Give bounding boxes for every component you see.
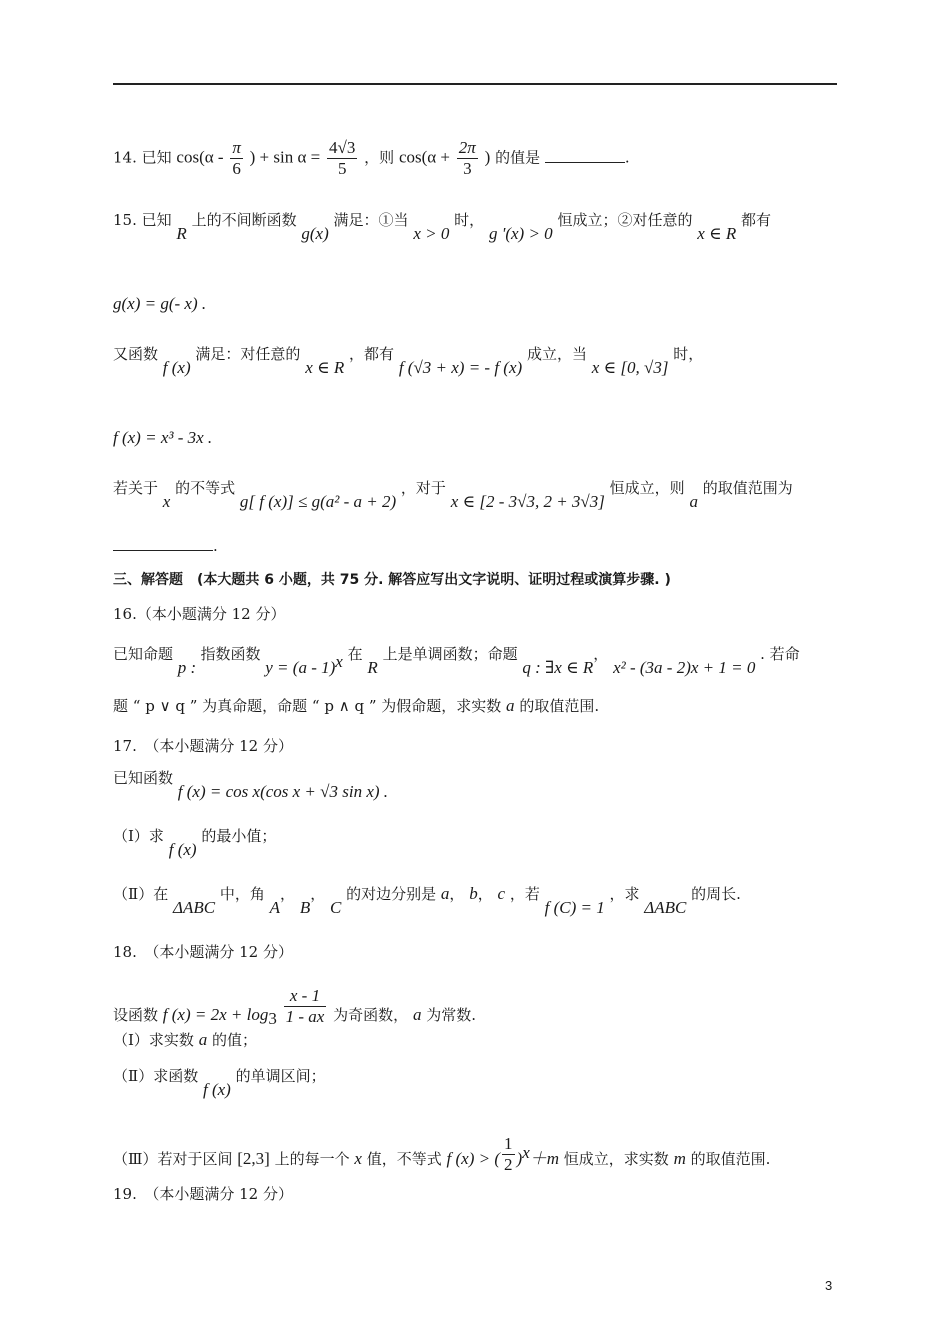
q14-label: 14. 已知 (113, 148, 172, 167)
q14-pi-frac: $\frac{\pi}{6}$ (232, 138, 241, 178)
question-17-part1: （Ⅰ）求 f (x) 的最小值； (113, 827, 277, 859)
question-15-line1: 15. 已知 R 上的不间断函数 g(x) 满足：①当 x > 0 时， g '(x) > 0 恒成立；②对任意的 x ∈ R 都有 (113, 211, 772, 243)
q18-log-frac: $\frac{x - 1}{1 - ax}$ (285, 986, 325, 1026)
question-15-line4: f (x) = x³ - 3x . (113, 428, 213, 447)
q18-half-frac: $\frac{1}{2}$ (504, 1134, 513, 1174)
question-15-line5: 若关于 x 的不等式 g[ f (x)] ≤ g(a² - a + 2) ，对于 x ∈ [2 - 3√3, 2 + 3√3] 恒成立，则 a 的取值范围为 (113, 479, 793, 511)
question-16-head: 16.（本小题满分 12 分） (113, 605, 286, 623)
question-19-head: 19. （本小题满分 12 分） (113, 1185, 293, 1203)
header-rule (113, 83, 837, 85)
question-17-head: 17. （本小题满分 12 分） (113, 737, 293, 755)
section-heading: 三、解答题 (本大题共 6 小题，共 75 分. 解答应写出文字说明、证明过程或演算步骤. ) (113, 572, 671, 588)
question-16-line1: 已知命题 p : 指数函数 y = (a - 1)$^x$ 在 R 上是单调函数；命题 q : ∃x ∈ R， x² - (3a - 2)x + 1 = 0 . 若命 (113, 645, 800, 677)
question-15-answer: . (113, 536, 218, 556)
answer-blank (545, 148, 625, 163)
q14-2pi-frac: $\frac{2\pi}{3}$ (458, 138, 476, 178)
q14-value-frac: $\frac{4√3}{5}$ (329, 138, 356, 178)
question-18-head: 18. （本小题满分 12 分） (113, 943, 293, 961)
question-17-part2: （Ⅱ）在 ΔABC 中，角 A， B， C 的对边分别是 a， b， c ，若 f (C) = 1 ，求 ΔABC 的周长. (113, 884, 741, 917)
question-16-line2: 题 “ p ∨ q ” 为真命题，命题 “ p ∧ q ” 为假命题，求实数 a 的取值范围. (113, 696, 600, 715)
question-18-part2: （Ⅱ）求函数 f (x) 的单调区间； (113, 1067, 326, 1099)
question-18-part3: （Ⅲ）若对于区间 [2,3] 上的每一个 x 值，不等式 f (x) > ( $\frac{1}{2}$ )$^x$＋m 恒成立，求实数 m 的取值范围. (113, 1134, 771, 1174)
question-18-line1: 设函数 f $(x) = 2x + \log_3$ $\frac{x - 1}{1 - ax}$ 为奇函数， a 为常数. (113, 986, 476, 1028)
question-17-line1: 已知函数 f (x) = cos x(cos x + √3 sin x) . (113, 769, 389, 801)
page-number: 3 (825, 1278, 833, 1293)
question-14: 14. 已知 cos(α - $\frac{\pi}{6}$ ) + sin α = $\frac{4√3}{5}$ ，则 cos(α + $\frac{2\pi}{3}$ ) 的值是 . (113, 138, 630, 178)
question-15-line2: g(x) = g(- x) . (113, 294, 207, 313)
q14-target-expr: cos(α + (398, 147, 451, 167)
question-18-part1: （Ⅰ）求实数 a 的值； (113, 1030, 258, 1049)
q14-expr: cos(α - (176, 147, 224, 167)
question-15-line3: 又函数 f (x) 满足：对任意的 x ∈ R ，都有 f (√3 + x) = - f (x) 成立，当 x ∈ [0, √3] 时， (113, 345, 704, 377)
answer-blank (113, 536, 213, 551)
q14-expr: ) + sin α = (249, 147, 321, 167)
q15-label: 15. 已知 (113, 211, 172, 229)
